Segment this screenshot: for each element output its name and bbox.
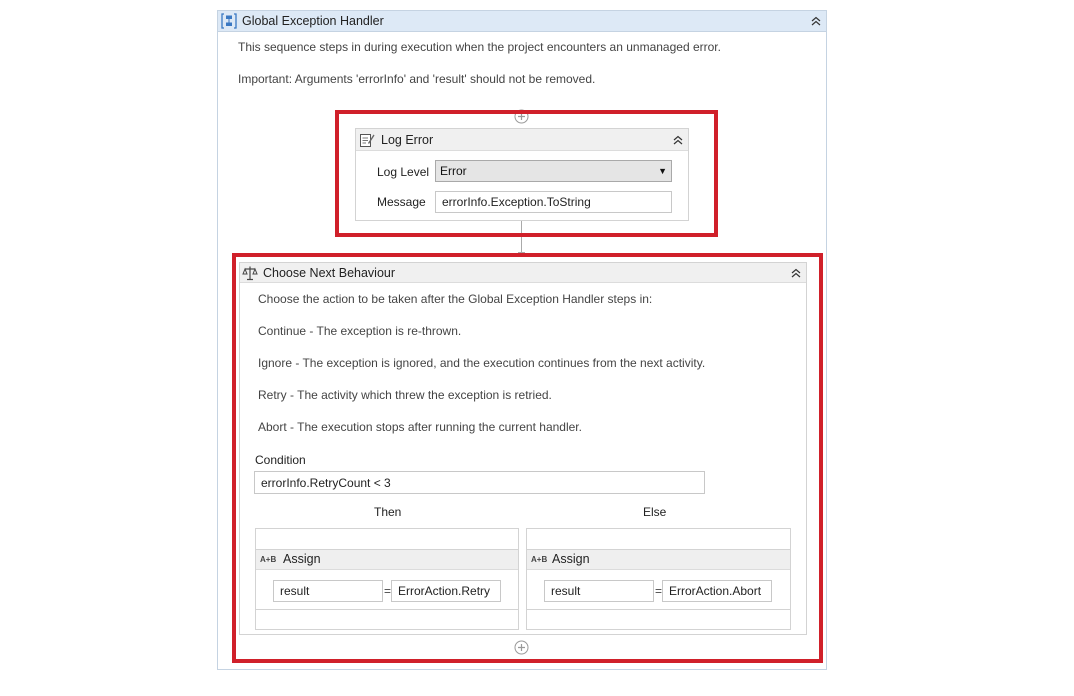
collapse-icon[interactable] [808, 13, 824, 29]
message-field[interactable]: errorInfo.Exception.ToString [435, 191, 672, 213]
else-label: Else [643, 505, 667, 519]
then-label: Then [374, 505, 402, 519]
message-label: Message [377, 195, 426, 209]
sequence-header[interactable] [218, 11, 826, 32]
log-level-value: Error [440, 164, 467, 178]
dropdown-arrow-icon: ▼ [658, 166, 667, 176]
choose-next-behaviour-title: Choose Next Behaviour [263, 266, 396, 280]
log-level-label: Log Level [377, 165, 430, 179]
sequence-icon [221, 13, 237, 32]
sequence-title: Global Exception Handler [242, 14, 384, 28]
behaviour-description: Choose the action to be taken after the Global Exception Handler steps in: [258, 292, 653, 306]
then-equals-sign: = [384, 584, 392, 598]
else-assign-to-field[interactable]: result [544, 580, 654, 602]
behaviour-retry: Retry - The activity which threw the exception is retried. [258, 388, 552, 402]
then-assign-title: Assign [283, 552, 321, 566]
condition-label: Condition [255, 453, 306, 467]
else-assign-value-field[interactable]: ErrorAction.Abort [662, 580, 772, 602]
sequence-note: Important: Arguments 'errorInfo' and 'result' should not be removed. [238, 72, 596, 86]
choose-next-highlight [232, 253, 823, 663]
then-assign-to-field[interactable]: result [273, 580, 383, 602]
behaviour-abort: Abort - The execution stops after running the current handler. [258, 420, 582, 434]
else-assign-title: Assign [552, 552, 590, 566]
behaviour-ignore: Ignore - The exception is ignored, and the execution continues from the next activity. [258, 356, 706, 370]
log-error-title: Log Error [381, 133, 434, 147]
assign-icon: A+B [260, 555, 277, 564]
condition-field[interactable]: errorInfo.RetryCount < 3 [254, 471, 705, 494]
assign-icon: A+B [531, 555, 548, 564]
sequence-description: This sequence steps in during execution when the project encounters an unmanaged error. [238, 40, 721, 54]
then-assign-value-field[interactable]: ErrorAction.Retry [391, 580, 501, 602]
log-error-highlight [335, 110, 718, 237]
else-equals-sign: = [655, 584, 663, 598]
behaviour-continue: Continue - The exception is re-thrown. [258, 324, 462, 338]
